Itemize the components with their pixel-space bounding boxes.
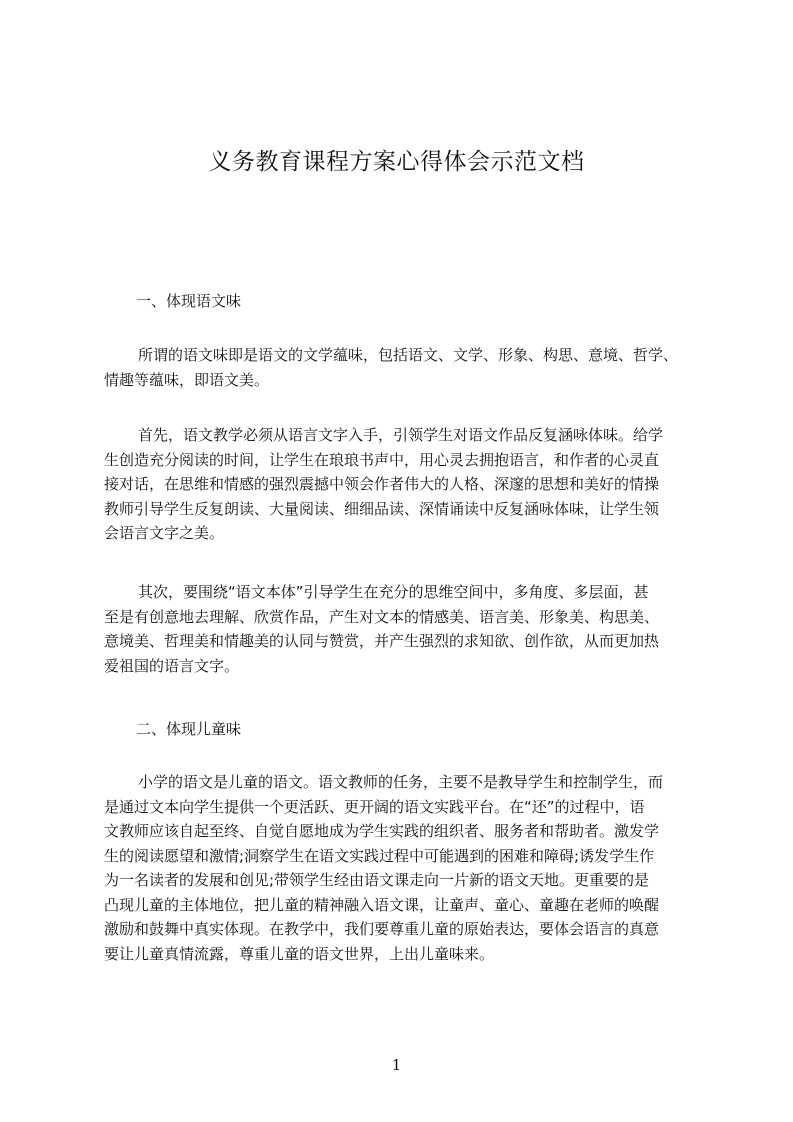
- paragraph-line: 是通过文本向学生提供一个更活跃、更开阔的语文实践平台。在“还”的过程中，语: [104, 797, 645, 816]
- paragraph-second: [104, 580, 714, 678]
- paragraph-line: 文教师应该自起至终、自觉自愿地成为学生实践的组织者、服务者和帮助者。激发学: [104, 822, 660, 840]
- paragraph-children: [104, 770, 714, 966]
- paragraph-line: 所谓的语文味即是语文的文学蕴味，包括语文、文学、形象、构思、意境、哲学、: [138, 346, 679, 364]
- document-title: 义务教育课程方案心得体会示范文档: [208, 149, 585, 175]
- paragraph-line: 至是有创意地去理解、欣赏作品，产生对文本的情感美、语言美、形象美、构思美、: [104, 607, 660, 626]
- paragraph-line: 激励和鼓舞中真实体现。在教学中，我们要尊重儿童的原始表达，要体会语言的真意: [104, 920, 660, 938]
- paragraph-line: 爱祖国的语言文字。: [104, 656, 240, 675]
- paragraph-line: 小学的语文是儿童的语文。语文教师的任务，主要不是教导学生和控制学生，而: [138, 773, 664, 791]
- paragraph-line: 凸现儿童的主体地位，把儿童的精神融入语文课，让童声、童心、童趣在老师的唤醒: [104, 895, 660, 914]
- section-heading-2: 二、体现儿童味: [136, 720, 242, 738]
- paragraph-line: 会语言文字之美。: [104, 524, 225, 542]
- page-number: 1: [391, 1056, 402, 1074]
- paragraph-line: 要让儿童真情流露，尊重儿童的语文世界，上出儿童味来。: [104, 944, 495, 963]
- paragraph-line: 为一名读者的发展和创见;带领学生经由语文课走向一片新的语文天地。更重要的是: [104, 871, 650, 889]
- section-heading-1: 一、体现语文味: [136, 292, 242, 310]
- paragraph-line: 意境美、哲理美和情趣美的认同与赞赏，并产生强烈的求知欲、创作欲，从而更加热: [104, 632, 660, 650]
- paragraph-line: 其次，要围绕“语文本体”引导学生在充分的思维空间中，多角度、多层面，甚: [138, 583, 649, 601]
- paragraph-first: [104, 423, 714, 546]
- paragraph-line: 首先，语文教学必须从语言文字入手，引领学生对语文作品反复涵咏体味。给学: [138, 426, 664, 444]
- paragraph-line: 教师引导学生反复朗读、大量阅读、细细品读、深情诵读中反复涵咏体味，让学生领: [104, 499, 660, 518]
- paragraph-line: 生创造充分阅读的时间，让学生在琅琅书声中，用心灵去拥抱语言，和作者的心灵直: [104, 450, 660, 469]
- paragraph-definition: [104, 343, 714, 392]
- paragraph-line: 情趣等蕴味，即语文美。: [104, 370, 270, 389]
- paragraph-line: 生的阅读愿望和激情;洞察学生在语文实践过程中可能遇到的困难和障碍;诱发学生作: [104, 846, 655, 865]
- paragraph-line: 接对话，在思维和情感的强烈震撼中领会作者伟大的人格、深邃的思想和美好的情操: [104, 475, 660, 493]
